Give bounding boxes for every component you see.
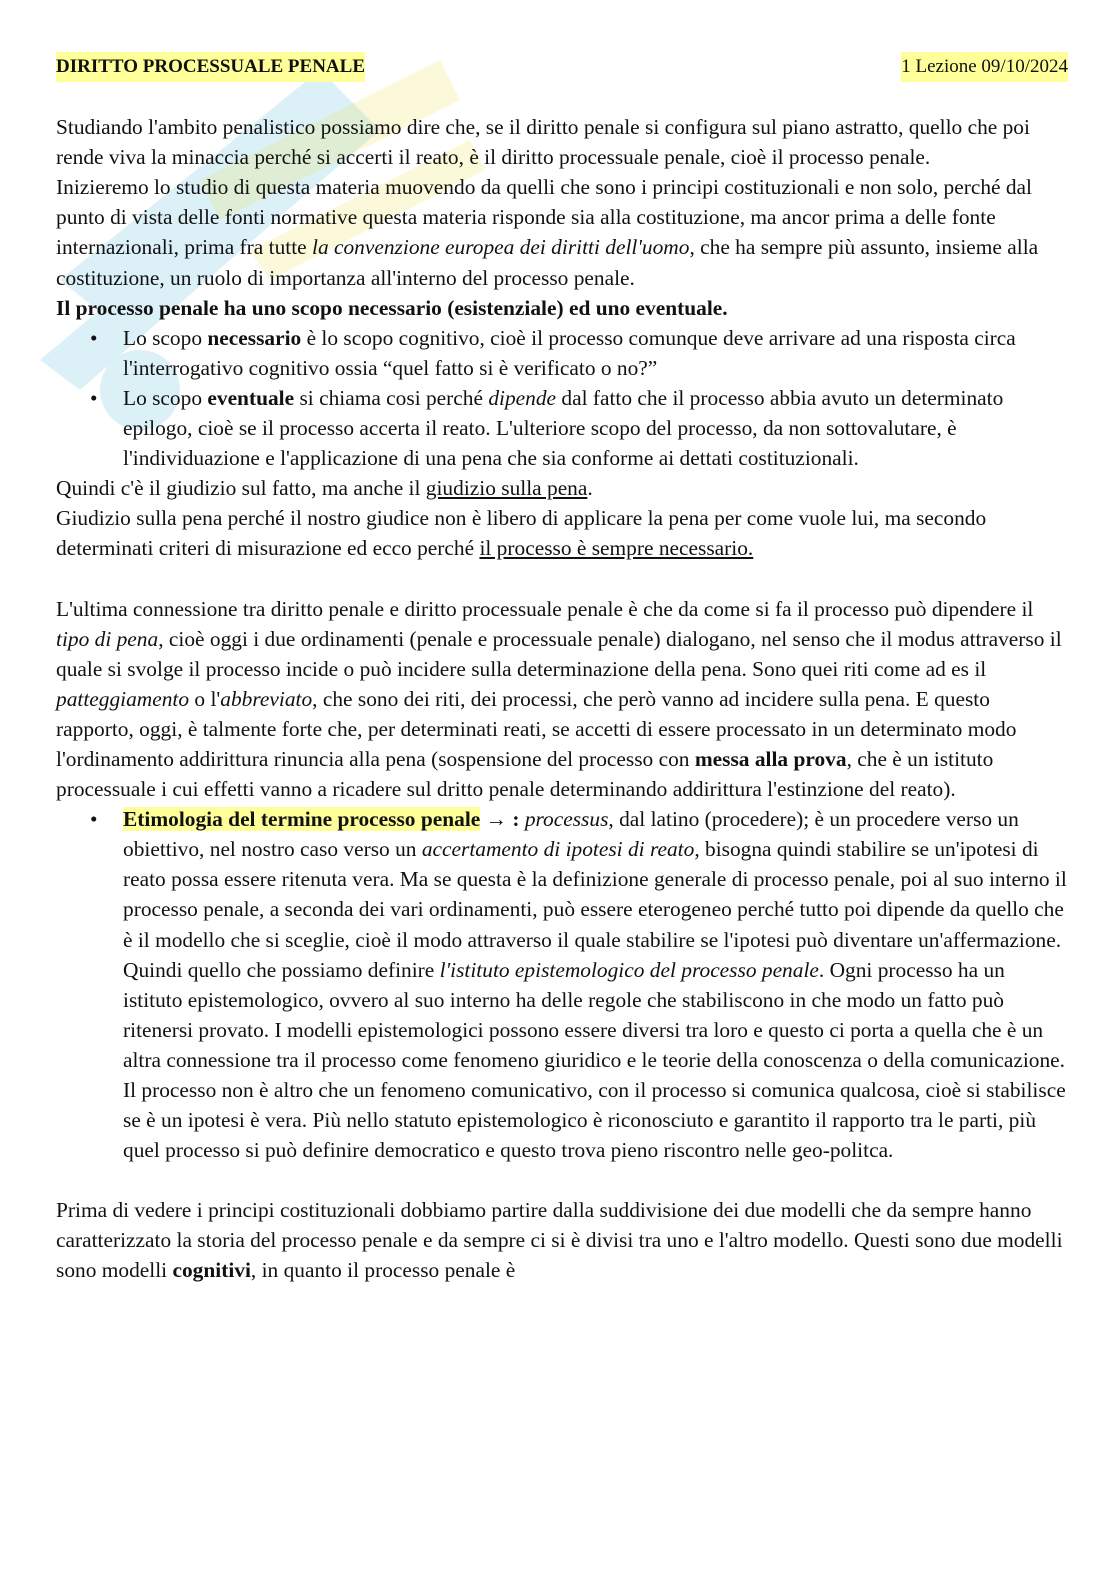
document-header: [56, 52, 1068, 82]
paragraph-sources: Inizieremo lo studio di questa materia muovendo da quelli che sono i principi costituzionali e non solo, perché dal punto di vista delle fonti normative questa materia risponde sia alla costituzione, ma ancor prima a delle fonte internazionali, prima fra tutte la convenzione europea dei diritti dell'uomo, che ha sempre più assunto, insieme alla costituzione, un ruolo di importanza all'interno del processo penale.: [56, 175, 1039, 290]
document-page: [56, 52, 1068, 1286]
scopes-list: [56, 323, 1068, 473]
list-item: • Lo scopo necessario è lo scopo cognitivo, cioè il processo comunque deve arrivare ad una risposta circa l'interrogativo cognitivo ossia “quel fatto si è verificato o no?”: [123, 323, 1068, 383]
heading-scopes: Il processo penale ha uno scopo necessario (esistenziale) ed uno eventuale.: [56, 295, 728, 320]
etymology-list: [56, 804, 1068, 1165]
paragraph-penalty: Giudizio sulla pena perché il nostro giudice non è libero di applicare la pena per come vuole lui, ma secondo determinati criteri di misurazione ed ecco perché il processo è sempre necessario.: [56, 506, 987, 561]
paragraph-judgment: Quindi c'è il giudizio sul fatto, ma anche il giudizio sulla pena.: [56, 476, 593, 501]
etymology-term: Etimologia del termine processo penale: [123, 807, 481, 832]
lesson-date: 1 Lezione 09/10/2024: [901, 52, 1068, 82]
paragraph-models: Prima di vedere i principi costituzionali dobbiamo partire dalla suddivisione dei due modelli che da sempre hanno caratterizzato la storia del processo penale e da sempre ci si è divisi tra uno e l'altro modello. Questi sono due modelli sono modelli cognitivi, in quanto il processo penale è: [56, 1198, 1063, 1283]
paragraph-intro: Studiando l'ambito penalistico possiamo dire che, se il diritto penale si configura sul piano astratto, quello che poi rende viva la minaccia perché si accerti il reato, è il diritto processuale penale, cioè il processo penale.: [56, 115, 1030, 170]
paragraph-connection: L'ultima connessione tra diritto penale e diritto processuale penale è che da come si fa il processo può dipendere il tipo di pena, cioè oggi i due ordinamenti (penale e processuale penale) dialogano, nel senso che il modus attraverso il quale si svolge il processo incide o può incidere sulla determinazione della pena. Sono quei riti come ad es il patteggiamento o l'abbreviato, che sono dei riti, dei processi, che però vanno ad incidere sulla pena. E questo rapporto, oggi, è talmente forte che, per determinati reati, se accetti di essere processato in un determinato modo l'ordinamento addirittura rinuncia alla pena (sospensione del processo con messa alla prova, che è un istituto processuale i cui effetti vanno a ricadere sul dritto penale determinando addirittura l'estinzione del reato).: [56, 596, 1062, 802]
list-item: • Etimologia del termine processo penale → : processus, dal latino (procedere); è un procedere verso un obiettivo, nel nostro caso verso un accertamento di ipotesi di reato, bisogna quindi stabilire se un'ipotesi di reato possa essere ritenuta vera. Ma se questa è la definizione generale di processo penale, poi al suo interno il processo penale, a seconda dei vari ordinamenti, può essere eterogeneo perché tutto poi dipende da quello che è il modello che si sceglie, cioè il modo attraverso il quale stabilire se l'ipotesi può diventare un'affermazione. Quindi quello che possiamo definire l'istituto epistemologico del processo penale. Ogni processo ha un istituto epistemologico, ovvero al suo interno ha delle regole che stabiliscono in che modo un fatto può ritenersi provato. I modelli epistemologici possono essere diversi tra loro e questo ci porta a quella che è un altra connessione tra il processo come fenomeno giuridico e le teorie della conoscenza o della comunicazione. Il processo non è altro che un fenomeno comunicativo, con il processo si comunica qualcosa, cioè si stabilisce se è un ipotesi è vera. Più nello statuto epistemologico è riconosciuto e garantito il rapporto tra le parti, più quel processo si può definire democratico e questo trova pieno riscontro nelle geo-politca.: [123, 804, 1068, 1165]
document-title: DIRITTO PROCESSUALE PENALE: [56, 52, 365, 82]
list-item: • Lo scopo eventuale si chiama cosi perché dipende dal fatto che il processo abbia avuto un determinato epilogo, cioè se il processo accerta il reato. L'ulteriore scopo del processo, da non sottovalutare, è l'individuazione e l'applicazione di una pena che sia conforme ai dettati costituzionali.: [123, 383, 1068, 473]
